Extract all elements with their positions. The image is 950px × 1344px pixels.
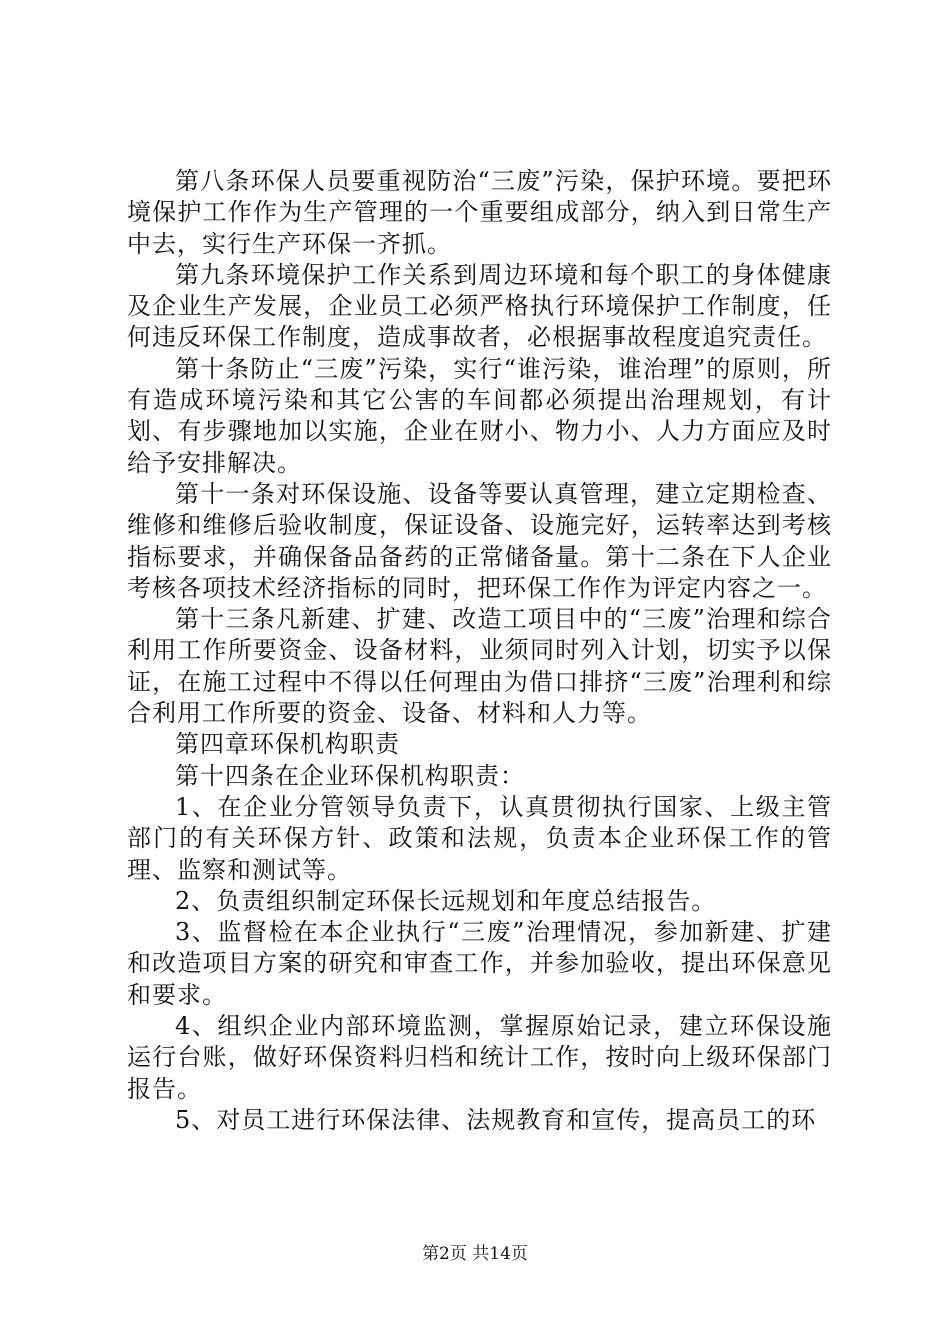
- paragraph-article-14: 第十四条在企业环保机构职责：: [175, 761, 525, 790]
- paragraph-article-10: 第十条防止“三废”污染，实行“谁污染，谁治理”的原则，所有造成环境污染和其它公害的车间都必须提出治理规划，有计划、有步骤地加以实施，企业在财小、物力小、人力方面应及时给予安排解决。: [127, 354, 832, 477]
- list-item-3: 3、监督检在本企业执行“三废”治理情况，参加新建、扩建和改造项目方案的研究和审查工作，并参加验收，提出环保意见和要求。: [127, 918, 832, 1009]
- chapter-heading: 第四章环保机构职责: [175, 730, 400, 759]
- paragraph-article-8: 第八条环保人员要重视防治“三废”污染，保护环境。要把环境保护工作作为生产管理的一个重要组成部分，纳入到日常生产中去，实行生产环保一齐抓。: [127, 167, 832, 258]
- list-item-1: 1、在企业分管领导负责下，认真贯彻执行国家、上级主管部门的有关环保方针、政策和法规，负责本企业环保工作的管理、监察和测试等。: [127, 792, 832, 884]
- list-item-5: 5、对员工进行环保法律、法规教育和宣传，提高员工的环: [175, 1105, 817, 1134]
- document-body: [127, 166, 832, 1136]
- paragraph-article-13: 第十三条凡新建、扩建、改造工项目中的“三废”治理和综合利用工作所要资金、设备材料，业须同时列入计划，切实予以保证，在施工过程中不得以任何理由为借口排挤“三废”治理利和综合利用工作所要的资金、设备、材料和人力等。: [127, 605, 832, 728]
- list-item-2: 2、负责组织制定环保长远规划和年度总结报告。: [175, 886, 717, 915]
- paragraph-article-11-12: 第十一条对环保设施、设备等要认真管理，建立定期检查、维修和维修后验收制度，保证设备、设施完好，运转率达到考核指标要求，并确保备品备药的正常储备量。第十二条在下人企业考核各项技术经济指标的同时，把环保工作作为评定内容之一。: [127, 479, 832, 602]
- paragraph-article-9: 第九条环境保护工作关系到周边环境和每个职工的身体健康及企业生产发展，企业员工必须严格执行环境保护工作制度，任何违反环保工作制度，造成事故者，必根据事故程度追究责任。: [127, 260, 832, 352]
- list-item-4: 4、组织企业内部环境监测，掌握原始记录，建立环保设施运行台账，做好环保资料归档和统计工作，按时向上级环保部门报告。: [127, 1012, 832, 1103]
- page-number-footer: 第2页 共14页: [422, 1244, 528, 1264]
